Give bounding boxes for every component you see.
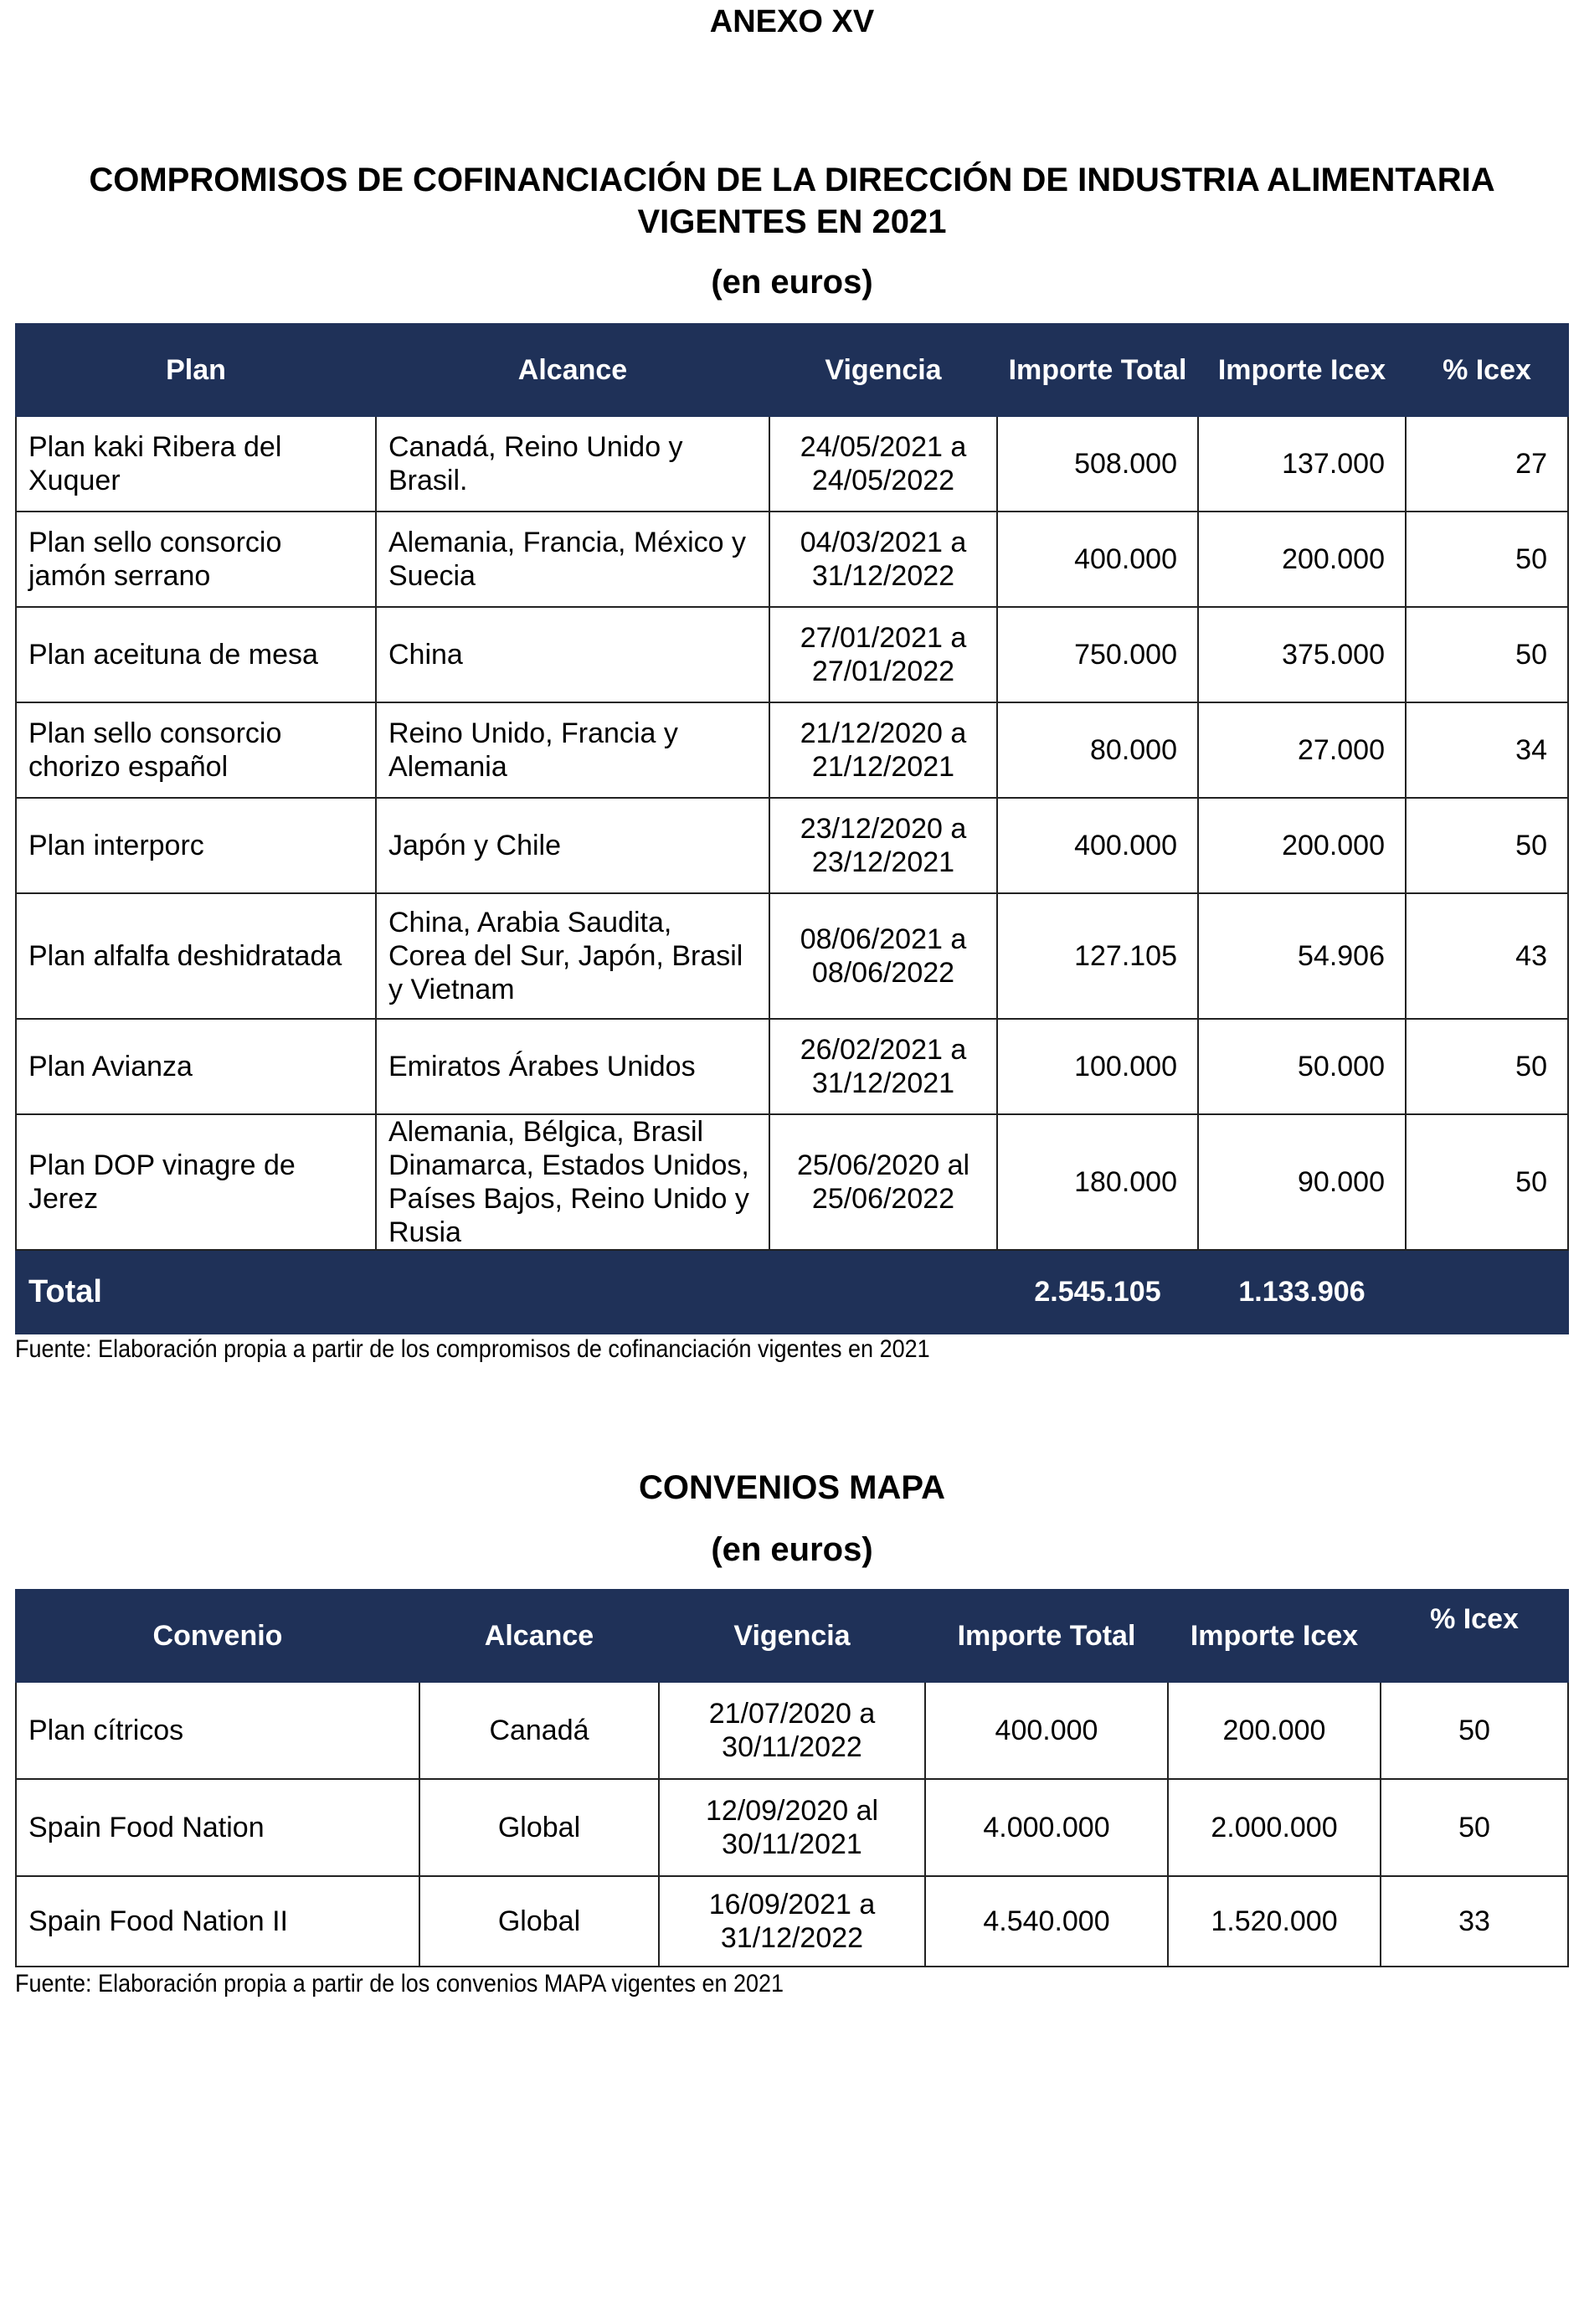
cell-importe-total: 400.000 <box>997 798 1198 893</box>
section1-title-line1: COMPROMISOS DE COFINANCIACIÓN DE LA DIRECCIÓN DE INDUSTRIA ALIMENTARIA <box>89 162 1495 198</box>
cell-importe-icex: 2.000.000 <box>1168 1779 1381 1876</box>
cell-alcance: Reino Unido, Francia y Alemania <box>376 702 769 798</box>
table-row <box>16 1876 1568 1967</box>
header-vigencia: Vigencia <box>659 1590 925 1682</box>
cell-alcance: Alemania, Francia, México y Suecia <box>376 512 769 607</box>
header-pct-icex: % Icex <box>1406 324 1568 416</box>
vigencia-end: 30/11/2022 <box>722 1731 862 1763</box>
table-row <box>16 416 1568 512</box>
table-row <box>16 1019 1568 1114</box>
vigencia-start: 27/01/2021 a <box>800 622 967 654</box>
vigencia-start: 24/05/2021 a <box>800 431 967 463</box>
table-header-row <box>16 1590 1568 1682</box>
vigencia-end: 21/12/2021 <box>811 751 955 783</box>
total-row <box>16 1250 1568 1334</box>
cell-importe-total: 4.000.000 <box>925 1779 1168 1876</box>
vigencia-end: 27/01/2022 <box>811 656 955 687</box>
header-pct-icex: % Icex <box>1381 1590 1568 1682</box>
convenios-table <box>15 1589 1569 1967</box>
cell-importe-icex: 200.000 <box>1198 512 1406 607</box>
vigencia-start: 21/12/2020 a <box>800 717 967 749</box>
cell-pct-icex: 43 <box>1406 893 1568 1019</box>
cell-convenio: Spain Food Nation <box>16 1779 419 1876</box>
total-label: Total <box>16 1250 997 1334</box>
section1-title <box>0 159 1584 243</box>
section1-units: (en euros) <box>711 264 873 301</box>
vigencia-end: 31/12/2022 <box>811 560 955 592</box>
section1-source-note: Fuente: Elaboración propia a partir de los compromisos de cofinanciación vigentes en 2021 <box>15 1335 930 1363</box>
cell-plan: Plan alfalfa deshidratada <box>16 893 376 1019</box>
cell-alcance: Global <box>419 1779 659 1876</box>
section2-title: CONVENIOS MAPA <box>639 1469 945 1506</box>
cell-pct-icex: 50 <box>1381 1779 1568 1876</box>
vigencia-end: 31/12/2022 <box>720 1922 864 1954</box>
cell-alcance: Japón y Chile <box>376 798 769 893</box>
total-importe-icex: 1.133.906 <box>1198 1250 1406 1334</box>
cell-vigencia <box>659 1876 925 1967</box>
cell-plan: Plan sello consorcio chorizo español <box>16 702 376 798</box>
cell-pct-icex: 50 <box>1406 798 1568 893</box>
cell-pct-icex: 34 <box>1406 702 1568 798</box>
cell-plan: Plan interporc <box>16 798 376 893</box>
section1-title-line2: VIGENTES EN 2021 <box>637 203 947 240</box>
cell-alcance: Canadá <box>419 1682 659 1779</box>
table-header-row <box>16 324 1568 416</box>
table-row <box>16 1682 1568 1779</box>
vigencia-start: 21/07/2020 a <box>708 1698 876 1730</box>
cell-vigencia <box>769 1019 997 1114</box>
table-row <box>16 702 1568 798</box>
vigencia-start: 23/12/2020 a <box>800 813 967 845</box>
table-row <box>16 1114 1568 1250</box>
cell-plan: Plan aceituna de mesa <box>16 607 376 702</box>
cell-importe-icex: 50.000 <box>1198 1019 1406 1114</box>
cell-pct-icex: 50 <box>1406 1114 1568 1250</box>
cell-vigencia <box>769 416 997 512</box>
vigencia-end: 25/06/2022 <box>811 1183 955 1215</box>
vigencia-end: 24/05/2022 <box>811 465 955 496</box>
header-alcance: Alcance <box>419 1590 659 1682</box>
vigencia-start: 04/03/2021 a <box>800 527 967 558</box>
total-pct-icex <box>1406 1250 1568 1334</box>
vigencia-end: 08/06/2022 <box>811 957 955 989</box>
vigencia-start: 16/09/2021 a <box>708 1889 876 1920</box>
cell-pct-icex: 27 <box>1406 416 1568 512</box>
cell-importe-icex: 375.000 <box>1198 607 1406 702</box>
vigencia-end: 31/12/2021 <box>811 1067 955 1099</box>
cell-plan: Plan DOP vinagre de Jerez <box>16 1114 376 1250</box>
header-alcance: Alcance <box>376 324 769 416</box>
cell-importe-icex: 137.000 <box>1198 416 1406 512</box>
cell-importe-total: 4.540.000 <box>925 1876 1168 1967</box>
cell-alcance: Canadá, Reino Unido y Brasil. <box>376 416 769 512</box>
cell-convenio: Plan cítricos <box>16 1682 419 1779</box>
cofinanciacion-table <box>15 323 1569 1334</box>
cell-alcance: China, Arabia Saudita, Corea del Sur, Japón, Brasil y Vietnam <box>376 893 769 1019</box>
cell-vigencia <box>659 1682 925 1779</box>
cell-importe-icex: 90.000 <box>1198 1114 1406 1250</box>
cell-importe-icex: 54.906 <box>1198 893 1406 1019</box>
cell-vigencia <box>769 512 997 607</box>
cell-alcance: China <box>376 607 769 702</box>
header-plan: Plan <box>16 324 376 416</box>
cell-importe-icex: 200.000 <box>1198 798 1406 893</box>
vigencia-start: 25/06/2020 al <box>796 1149 970 1181</box>
vigencia-end: 23/12/2021 <box>811 846 955 878</box>
cell-alcance: Alemania, Bélgica, Brasil Dinamarca, Estados Unidos, Países Bajos, Reino Unido y Rusia <box>376 1114 769 1250</box>
cell-importe-icex: 27.000 <box>1198 702 1406 798</box>
vigencia-start: 26/02/2021 a <box>800 1034 967 1066</box>
table-row <box>16 512 1568 607</box>
annex-title: ANEXO XV <box>709 4 875 39</box>
cell-vigencia <box>769 607 997 702</box>
total-importe-total: 2.545.105 <box>997 1250 1198 1334</box>
vigencia-start: 12/09/2020 al <box>705 1795 879 1827</box>
cell-importe-total: 80.000 <box>997 702 1198 798</box>
cell-importe-total: 400.000 <box>997 512 1198 607</box>
cell-alcance: Global <box>419 1876 659 1967</box>
header-importe-total: Importe Total <box>997 324 1198 416</box>
cell-vigencia <box>659 1779 925 1876</box>
header-convenio: Convenio <box>16 1590 419 1682</box>
cell-importe-total: 127.105 <box>997 893 1198 1019</box>
cell-importe-total: 400.000 <box>925 1682 1168 1779</box>
cell-pct-icex: 50 <box>1406 512 1568 607</box>
cell-importe-icex: 1.520.000 <box>1168 1876 1381 1967</box>
cell-plan: Plan kaki Ribera del Xuquer <box>16 416 376 512</box>
cell-vigencia <box>769 798 997 893</box>
cell-vigencia <box>769 893 997 1019</box>
table-row <box>16 893 1568 1019</box>
table-row <box>16 798 1568 893</box>
cell-importe-total: 100.000 <box>997 1019 1198 1114</box>
header-importe-icex: Importe Icex <box>1198 324 1406 416</box>
header-importe-total: Importe Total <box>925 1590 1168 1682</box>
cell-pct-icex: 50 <box>1406 607 1568 702</box>
cell-vigencia <box>769 702 997 798</box>
header-importe-icex: Importe Icex <box>1168 1590 1381 1682</box>
section2-source-note: Fuente: Elaboración propia a partir de los convenios MAPA vigentes en 2021 <box>15 1970 784 1998</box>
table-row <box>16 1779 1568 1876</box>
cell-importe-total: 750.000 <box>997 607 1198 702</box>
vigencia-start: 08/06/2021 a <box>800 923 967 955</box>
cell-plan: Plan Avianza <box>16 1019 376 1114</box>
cell-convenio: Spain Food Nation II <box>16 1876 419 1967</box>
cell-importe-icex: 200.000 <box>1168 1682 1381 1779</box>
cell-importe-total: 508.000 <box>997 416 1198 512</box>
cell-alcance: Emiratos Árabes Unidos <box>376 1019 769 1114</box>
cell-vigencia <box>769 1114 997 1250</box>
cell-importe-total: 180.000 <box>997 1114 1198 1250</box>
table-row <box>16 607 1568 702</box>
cell-pct-icex: 50 <box>1406 1019 1568 1114</box>
cell-pct-icex: 33 <box>1381 1876 1568 1967</box>
section2-units: (en euros) <box>711 1531 873 1568</box>
header-vigencia: Vigencia <box>769 324 997 416</box>
vigencia-end: 30/11/2021 <box>722 1828 862 1860</box>
cell-pct-icex: 50 <box>1381 1682 1568 1779</box>
cell-plan: Plan sello consorcio jamón serrano <box>16 512 376 607</box>
